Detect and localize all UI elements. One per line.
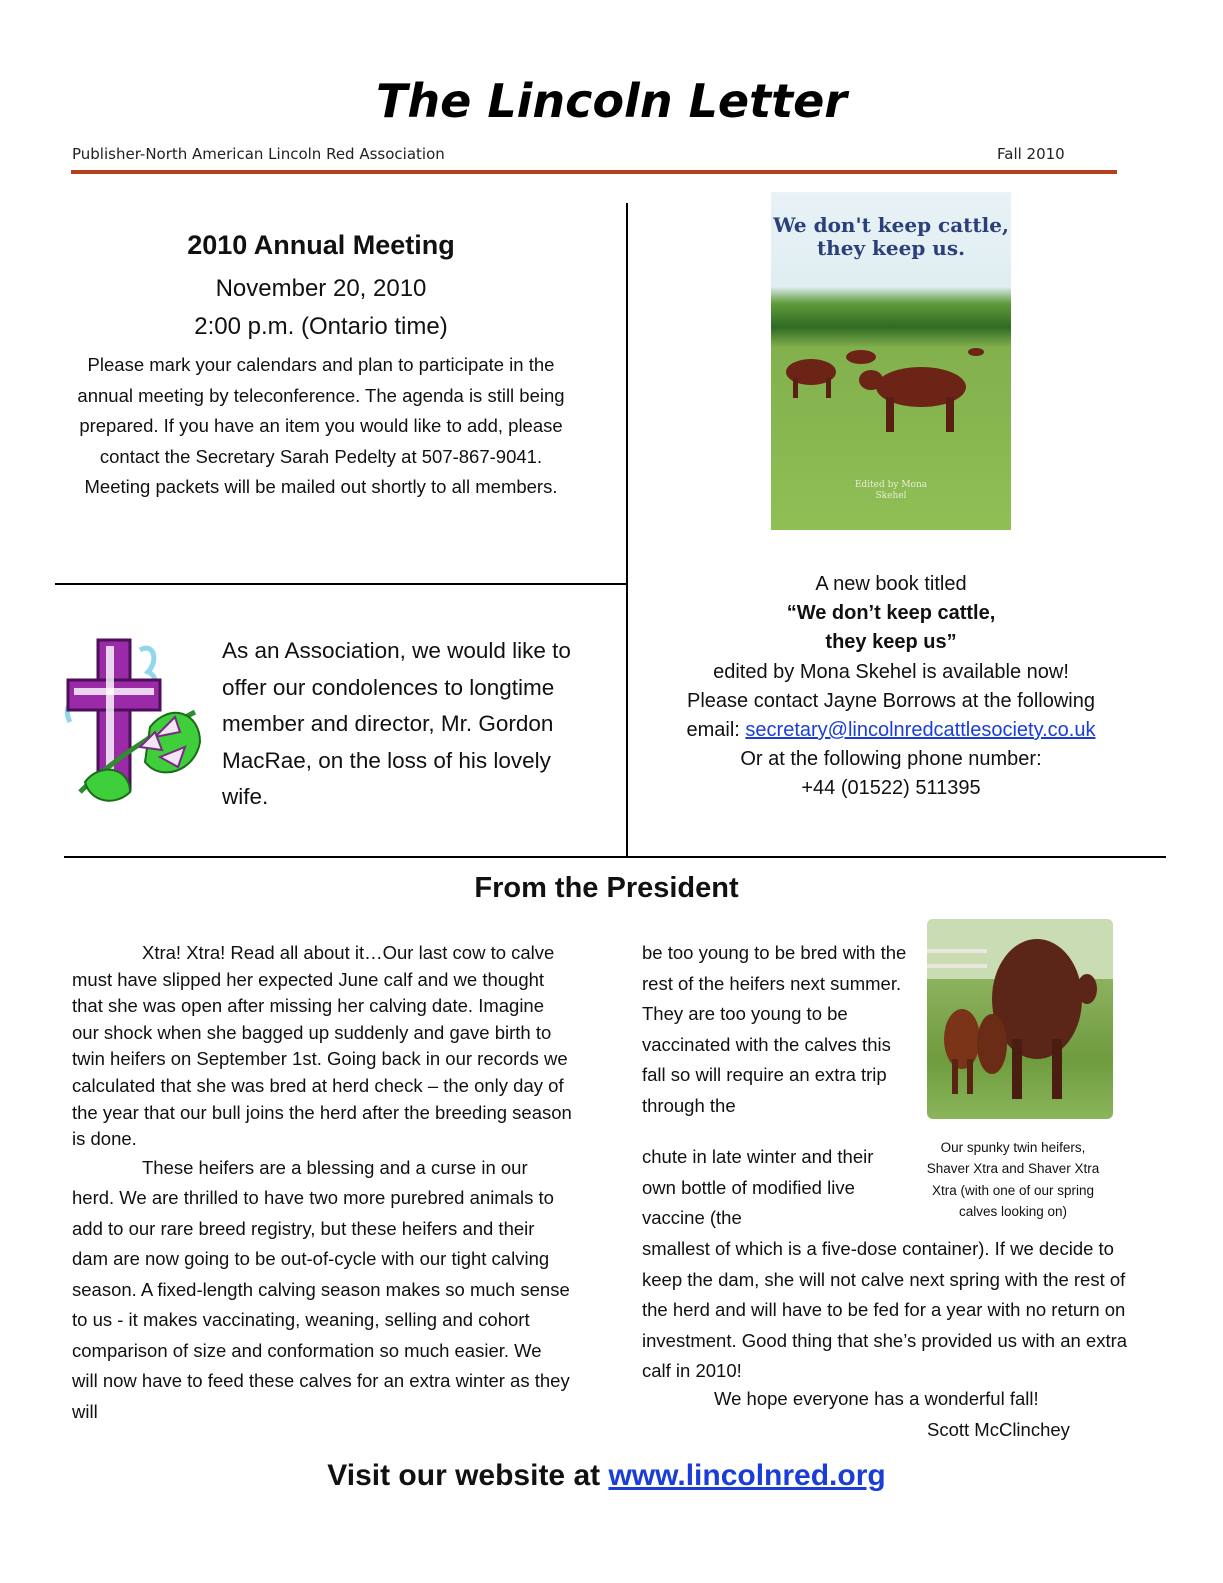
publisher-line: Publisher-North American Lincoln Red Association (72, 145, 445, 163)
section-divider (64, 856, 1166, 858)
book-cover-editor: Edited by Mona Skehel (854, 480, 928, 501)
president-paragraph-1: Xtra! Xtra! Read all about it…Our last cow to calve must have slipped her expected June calf and we thought that she was open after missing her calving date. Imagine our shock when she bagged up suddenly and gave birth to twin heifers on September 1st. Going back in our records we calculated that she was bred at herd check – the only day of the year that our bull joins the herd after the breeding season is done. (72, 942, 572, 1150)
photo-caption: Our spunky twin heifers, Shaver Xtra and Shaver Xtra Xtra (with one of our spring calves looking on) (926, 1140, 1100, 1219)
meeting-time: 2:00 p.m. (Ontario time) (194, 313, 448, 340)
phone-number: +44 (01522) 511395 (801, 777, 981, 800)
book-contact: Please contact Jayne Borrows at the following (687, 689, 1095, 712)
issue-date: Fall 2010 (997, 145, 1065, 163)
vertical-divider (626, 203, 628, 858)
president-paragraph-2: These heifers are a blessing and a curse in our herd. We are thrilled to have two more purebred animals to add to our rare breed registry, but these heifers and their dam are now going to be out-of-cycle with our tight calving season. A fixed-length calving season makes so much sense to us - it makes vaccinating, weaning, selling and cohort comparison of size and conformation so much easier. We will now have to feed these calves for an extra winter as they will (72, 1156, 570, 1422)
website-footer (0, 1459, 1213, 1493)
email-label: email: (686, 719, 746, 742)
book-cover-image (771, 192, 1011, 530)
president-column-right-a: be too young to be bred with the rest of the heifers next summer. They are too young to be vaccinated with the calves this fall so will require an extra trip through the (642, 942, 907, 1116)
footer-prefix: Visit our website at (327, 1459, 609, 1492)
meeting-divider (55, 583, 626, 585)
book-info (640, 570, 1142, 804)
newsletter-title: The Lincoln Letter (376, 74, 847, 128)
president-column-left (72, 940, 572, 1427)
signature: Scott McClinchey (927, 1419, 1070, 1440)
heifers-illustration (927, 919, 1113, 1119)
cross-lily-icon (60, 632, 210, 817)
header-rule (71, 170, 1117, 174)
email-link[interactable]: secretary@lincolnredcattlesociety.co.uk (745, 719, 1096, 742)
president-heading: From the President (474, 872, 739, 904)
book-intro: A new book titled (815, 573, 967, 595)
president-column-right-c: smallest of which is a five-dose container). If we decide to keep the dam, she will not calve next spring with the rest of the herd and will have to be fed for a year with no return on investment. Good thing that she’s provided us with an extra calf in 2010! (642, 1238, 1128, 1382)
cattle-illustration (771, 342, 1011, 462)
phone-label: Or at the following phone number: (740, 748, 1042, 771)
book-cover-title: We don't keep cattle, they keep us. (773, 213, 1009, 260)
closing-line: We hope everyone has a wonderful fall! (714, 1388, 1039, 1409)
book-title-line2: they keep us” (825, 631, 957, 654)
meeting-date: November 20, 2010 (215, 275, 427, 302)
book-edited: edited by Mona Skehel is available now! (713, 660, 1069, 683)
condolences-text: As an Association, we would like to offer our condolences to longtime member and director, Mr. Gordon MacRae, on the loss of his lovely wife. (222, 638, 571, 809)
website-link[interactable]: www.lincolnred.org (608, 1459, 886, 1492)
book-title-line1: “We don’t keep cattle, (786, 602, 996, 625)
president-column-right-b: chute in late winter and their own bottle of modified live vaccine (the (642, 1146, 874, 1229)
meeting-body: Please mark your calendars and plan to participate in the annual meeting by teleconference. The agenda is still being prepared. If you have an item you would like to add, please contact the Secretary Sarah Pedelty at 507-867-9041. Meeting packets will be mailed out shortly to all members. (77, 354, 565, 497)
meeting-title: 2010 Annual Meeting (187, 230, 455, 260)
heifers-photo (927, 919, 1113, 1119)
